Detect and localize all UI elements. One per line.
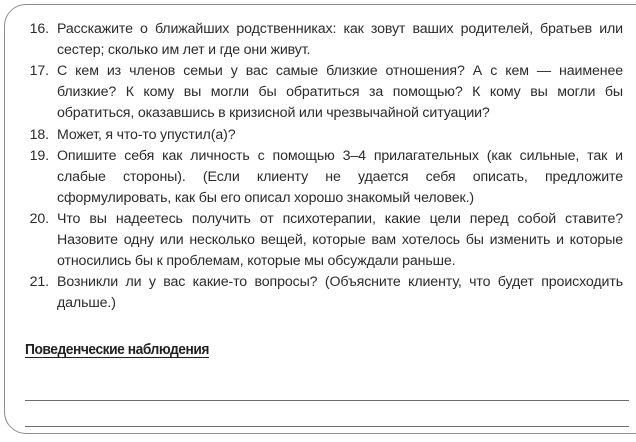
list-item: [19, 61, 623, 123]
list-item: [19, 146, 623, 208]
section-heading-wrapper: [19, 315, 623, 359]
question-number: 18.: [29, 126, 49, 143]
blank-write-line[interactable]: [25, 375, 629, 401]
list-item: [19, 19, 623, 60]
blank-write-line[interactable]: [25, 427, 629, 434]
question-text: Опишите себя как личность с помощью 3–4 прилагательных (как сильные, так и слабые стороны). (Если клиенту не удается себя описать, предложите сформулировать, как бы его описал хорошо знакомый человек.): [57, 148, 623, 206]
blank-lines-area: [25, 375, 629, 434]
question-text: Может, я что-то упустил(а)?: [57, 126, 236, 143]
form-card-content: [5, 5, 636, 434]
question-text: Возникли ли у вас какие-то вопросы? (Объясните клиенту, что будет происходить дальше.): [57, 274, 623, 312]
list-item: [19, 209, 623, 271]
question-text: Что вы надеетесь получить от психотерапии, какие цели перед собой ставите? Назовите одну или несколько вещей, которые вам хотелось бы изменить и которые относились бы к проблемам, которые мы обсуждали раньше.: [57, 211, 623, 269]
question-number: 16.: [29, 21, 49, 37]
list-item: [19, 125, 623, 146]
blank-write-line[interactable]: [25, 401, 629, 427]
question-list: [19, 19, 623, 314]
question-text: С кем из членов семьи у вас самые близкие отношения? А с кем — наименее близкие? К кому вы могли бы обратиться за помощью? К кому вы могли бы обратиться, оказавшись в кризисной или чрезвычайной ситуации?: [57, 63, 623, 121]
question-number: 21.: [29, 274, 49, 291]
form-card: [4, 4, 636, 434]
list-item: [19, 272, 623, 313]
section-heading: Поведенческие наблюдения: [25, 340, 209, 358]
question-number: 17.: [29, 63, 49, 80]
question-text: Расскажите о ближайших родственниках: как зовут ваших родителей, братьев или сестер; сколько им лет и где они живут.: [57, 21, 623, 58]
question-number: 19.: [29, 148, 49, 165]
question-number: 20.: [29, 211, 49, 228]
